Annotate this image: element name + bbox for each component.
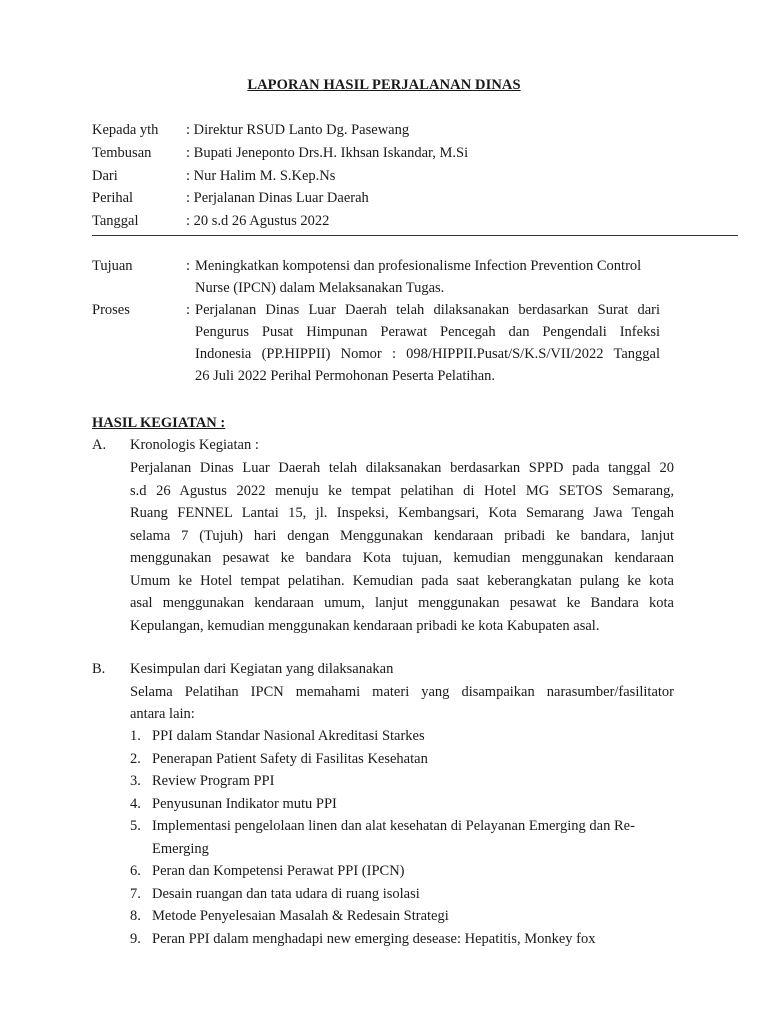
- list-text: PPI dalam Standar Nasional Akreditasi Starkes: [152, 728, 425, 744]
- list-item: [130, 815, 676, 860]
- header-label: Perihal: [92, 190, 134, 206]
- list-text: Metode Penyelesaian Masalah & Redesain Strategi: [152, 908, 449, 924]
- header-label: Dari: [92, 168, 118, 184]
- text-line: selama 7 (Tujuh) hari dengan Menggunakan kendaraan pribadi ke bandara, lanjut: [130, 527, 674, 544]
- header-divider: [92, 235, 738, 236]
- text-line: Meningkatkan kompotensi dan profesionalisme Infection Prevention Control: [195, 258, 642, 274]
- text-line: asal menggunakan kendaraan umum, lanjut menggunakan pesawat ke Bandara kota: [130, 595, 674, 611]
- header-value: : Bupati Jeneponto Drs.H. Ikhsan Iskandar, M.Si: [186, 145, 469, 161]
- section-b-intro: [130, 681, 674, 725]
- list-number: 1.: [130, 728, 141, 744]
- text-line: 26 Juli 2022 Perihal Permohonan Peserta Pelatihan.: [195, 368, 496, 384]
- list-number: 7.: [130, 885, 141, 902]
- header-value: : Nur Halim M. S.Kep.Ns: [186, 168, 336, 184]
- tujuan-text: [195, 255, 665, 299]
- header-value: : Perjalanan Dinas Luar Daerah: [186, 190, 369, 206]
- document-title: LAPORAN HASIL PERJALANAN DINAS: [247, 77, 521, 93]
- list-text: Peran PPI dalam menghadapi new emerging desease: Hepatitis, Monkey fox: [152, 930, 596, 947]
- text-line: Pengurus Pusat Himpunan Perawat Pencegah dan Pengendali Infeksi: [195, 324, 660, 340]
- hasil-heading: HASIL KEGIATAN :: [92, 415, 226, 431]
- header-label: Tembusan: [92, 145, 152, 161]
- list-text: Penyusunan Indikator mutu PPI: [152, 795, 337, 812]
- text-line: Perjalanan Dinas Luar Daerah telah dilaksanakan berdasarkan Surat dari: [195, 302, 660, 318]
- list-number: 6.: [130, 863, 141, 879]
- proses-label: Proses: [92, 302, 130, 318]
- text-line: Umum ke Hotel tempat pelatihan. Kemudian pada saat keberangkatan pulang ke kota: [130, 572, 674, 589]
- list-item: [130, 748, 676, 771]
- proses-text: [195, 299, 660, 387]
- list-item: [130, 793, 676, 816]
- section-a-letter: A.: [92, 437, 107, 453]
- list-text: Emerging: [152, 840, 209, 857]
- list-item: [130, 928, 676, 951]
- list-text: Desain ruangan dan tata udara di ruang isolasi: [152, 885, 420, 902]
- header-value: : 20 s.d 26 Agustus 2022: [186, 213, 330, 229]
- proses-colon: :: [186, 302, 191, 318]
- section-b-letter: B.: [92, 661, 106, 677]
- list-item: [130, 725, 676, 748]
- list-item: [130, 905, 676, 928]
- header-value: : Direktur RSUD Lanto Dg. Pasewang: [186, 122, 410, 138]
- header-label: Kepada yth: [92, 122, 159, 138]
- list-number: 3.: [130, 773, 141, 789]
- header-label: Tanggal: [92, 213, 139, 229]
- list-number: 4.: [130, 795, 141, 812]
- list-text: Implementasi pengelolaan linen dan alat kesehatan di Pelayanan Emerging dan Re-: [152, 818, 635, 834]
- text-line: s.d 26 Agustus 2022 menuju ke tempat pelatihan di Hotel MG SETOS Semarang,: [130, 482, 674, 499]
- text-line: Nurse (IPCN) dalam Melaksanakan Tugas.: [195, 280, 445, 296]
- tujuan-colon: :: [186, 258, 191, 274]
- kesimpulan-list: [130, 725, 676, 950]
- list-text: Penerapan Patient Safety di Fasilitas Kesehatan: [152, 750, 428, 767]
- list-item: [130, 770, 676, 793]
- list-number: 9.: [130, 930, 141, 947]
- list-item: [130, 860, 676, 883]
- text-line: Ruang FENNEL Lantai 15, jl. Inspeksi, Kembangsari, Kota Semarang Jawa Tengah: [130, 505, 674, 521]
- text-line: menggunakan pesawat ke bandara Kota tujuan, kemudian menggunakan kendaraan: [130, 550, 674, 566]
- list-text: Peran dan Kompetensi Perawat PPI (IPCN): [152, 863, 405, 879]
- section-b-title: Kesimpulan dari Kegiatan yang dilaksanakan: [130, 661, 394, 677]
- list-number: 5.: [130, 818, 141, 834]
- text-line: Selama Pelatihan IPCN memahami materi yang disampaikan narasumber/fasilitator: [130, 684, 674, 700]
- text-line: antara lain:: [130, 706, 195, 722]
- section-a-title: Kronologis Kegiatan :: [130, 437, 259, 453]
- section-a-paragraph: [130, 457, 674, 637]
- list-text: Review Program PPI: [152, 773, 275, 789]
- tujuan-label: Tujuan: [92, 258, 133, 274]
- text-line: Kepulangan, kemudian menggunakan kendaraan pribadi ke kota Kabupaten asal.: [130, 617, 600, 634]
- text-line: Perjalanan Dinas Luar Daerah telah dilaksanakan berdasarkan SPPD pada tanggal 20: [130, 460, 674, 476]
- list-number: 8.: [130, 908, 141, 924]
- text-line: Indonesia (PP.HIPPII) Nomor : 098/HIPPII.Pusat/S/K.S/VII/2022 Tanggal: [195, 346, 660, 362]
- list-number: 2.: [130, 750, 141, 767]
- list-item: [130, 883, 676, 906]
